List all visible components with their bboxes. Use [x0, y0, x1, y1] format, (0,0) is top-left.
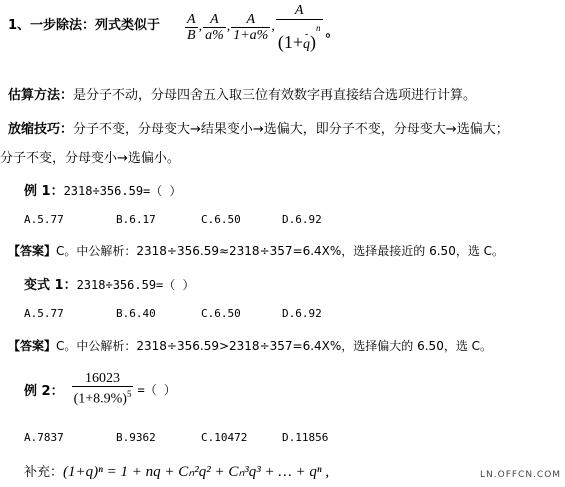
fraction-a-over-b: $\frac{A}{B}$ — [187, 11, 196, 43]
variant-1-option-b: B.6.40 — [116, 307, 156, 320]
example-2-option-c: C.10472 — [201, 431, 248, 444]
example-1-option-b: B.6.17 — [116, 213, 156, 226]
example-2-question: 例 2： $\frac{16023}{(1+8.9\%)^5}$ =（ ） — [24, 371, 176, 407]
variant-1-option-c: C.6.50 — [201, 307, 241, 320]
tip-line-1 — [8, 118, 509, 137]
formula-forms: $\frac{A}{B}$ , $\frac{A}{a\%}$ , $\frac{A}{1+a\%}$ , A (1+ - q )$^n$ 。 — [187, 2, 339, 53]
supplement-line: 补充：(1+q)ⁿ = 1 + nq + Cₙ²q² + Cₙ³q³ + … + qⁿ , — [24, 464, 330, 480]
fraction-a-over-one-plus-a-percent: $\frac{A}{1+a\%}$ — [233, 11, 269, 43]
variant-1-question: 变式 1：2318÷356.59=（ ） — [24, 278, 195, 293]
site-watermark: LN.OFFCN.COM — [480, 470, 562, 480]
heading-prefix: 1、一步除法：列式类似于 — [8, 18, 161, 33]
variant-1-option-d: D.6.92 — [282, 307, 322, 320]
example-2-fraction: $\frac{16023}{(1+8.9\%)^5}$ — [73, 371, 132, 407]
estimation-text: 是分子不动，分母四舍五入取三位有效数字再直接结合选项进行计算。 — [73, 88, 477, 103]
variant-1-option-a: A.5.77 — [24, 307, 64, 320]
example-2-option-a: A.7837 — [24, 431, 64, 444]
example-2-option-d: D.11856 — [282, 431, 329, 444]
estimation-label: 估算方法： — [8, 88, 74, 103]
example-1-option-a: A.5.77 — [24, 213, 64, 226]
example-2-option-b: B.9362 — [116, 431, 156, 444]
tip-line-2: 分子不变，分母变小→选偏小。 — [0, 151, 180, 166]
fraction-a-over-a-percent: $\frac{A}{a\%}$ — [205, 11, 224, 43]
tip-text-1: 分子不变，分母变大→结果变小→选偏大，即分子不变，分母变大→选偏大； — [73, 122, 509, 137]
tip-label: 放缩技巧： — [8, 122, 74, 137]
section-heading — [8, 14, 160, 33]
variant-1-answer: 【答案】C。中公解析：2318÷356.59>2318÷357=6.4X%，选择偏大的 6.50，选 C。 — [8, 339, 493, 353]
fraction-a-over-power: A (1+ - q )$^n$ — [277, 2, 321, 53]
example-1-question: 例 1：2318÷356.59=（ ） — [24, 184, 182, 199]
example-1-option-c: C.6.50 — [201, 213, 241, 226]
estimation-line — [8, 84, 476, 103]
example-1-option-d: D.6.92 — [282, 213, 322, 226]
example-1-answer: 【答案】C。中公解析：2318÷356.59≈2318÷357=6.4X%，选择最接近的 6.50，选 C。 — [8, 244, 505, 258]
binomial-formula: (1+q)ⁿ = 1 + nq + Cₙ²q² + Cₙ³q³ + … + qⁿ , — [63, 464, 330, 480]
